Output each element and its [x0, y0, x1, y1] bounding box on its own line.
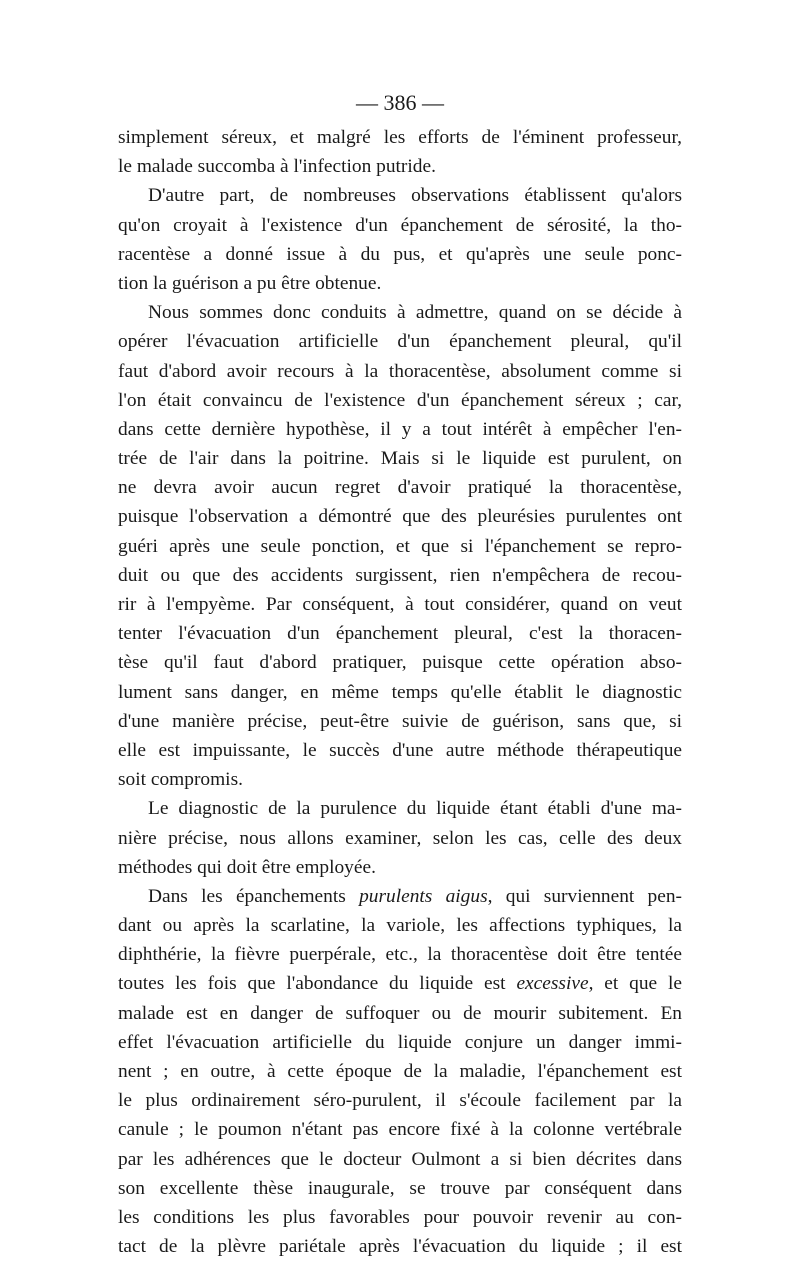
text-segment: méthodes qui doit être employée. [118, 856, 376, 878]
body-text [118, 123, 682, 1261]
text-segment: effet l'évacuation artificielle du liquide conjure un danger immi- [118, 1031, 682, 1053]
text-segment: opérer l'évacuation artificielle d'un épanchement pleural, qu'il [118, 331, 682, 353]
text-segment: toutes les fois que l'abondance du liquide est [118, 973, 517, 995]
text-line [118, 1232, 682, 1261]
text-line [118, 969, 682, 998]
text-line [118, 590, 682, 619]
text-segment: soit compromis. [118, 769, 243, 791]
text-segment: nière précise, nous allons examiner, selon les cas, celle des deux [118, 827, 682, 849]
text-segment: tact de la plèvre pariétale après l'évacuation du liquide ; il est [118, 1236, 682, 1258]
text-line [118, 181, 682, 210]
text-line [118, 240, 682, 269]
text-segment: diphthérie, la fièvre puerpérale, etc., la thoracentèse doit être tentée [118, 944, 682, 966]
text-line [118, 736, 682, 765]
text-line [118, 561, 682, 590]
text-segment: Dans les épanchements [148, 885, 360, 907]
text-segment: guéri après une seule ponction, et que si l'épanchement se repro- [118, 535, 682, 557]
text-line [118, 794, 682, 823]
text-line [118, 1086, 682, 1115]
text-line [118, 386, 682, 415]
text-line [118, 1057, 682, 1086]
text-segment: faut d'abord avoir recours à la thoracentèse, absolument comme si [118, 360, 682, 382]
text-line [118, 1028, 682, 1057]
text-line [118, 502, 682, 531]
text-segment: le malade succomba à l'infection putride. [118, 156, 436, 178]
text-segment: le plus ordinairement séro-purulent, il s'écoule facilement par la [118, 1090, 682, 1112]
text-line [118, 619, 682, 648]
page-number: — 386 — [356, 90, 444, 115]
text-line [118, 152, 682, 181]
text-line [118, 707, 682, 736]
text-segment: dans cette dernière hypothèse, il y a tout intérêt à empêcher l'en- [118, 418, 682, 440]
text-line [118, 415, 682, 444]
text-line [118, 940, 682, 969]
text-line [118, 1115, 682, 1144]
text-line [118, 853, 682, 882]
text-segment: malade est en danger de suffoquer ou de mourir subitement. En [118, 1002, 682, 1024]
text-segment: ne devra avoir aucun regret d'avoir pratiqué la thoracentèse, [118, 477, 682, 499]
text-segment: tenter l'évacuation d'un épanchement pleural, c'est la thoracen- [118, 623, 682, 645]
text-line [118, 269, 682, 298]
text-segment: Le diagnostic de la purulence du liquide étant établi d'une ma- [148, 798, 682, 820]
text-line [118, 648, 682, 677]
text-segment: rir à l'empyème. Par conséquent, à tout considérer, quand on veut [118, 594, 682, 615]
text-segment: par les adhérences que le docteur Oulmont a si bien décrites dans [118, 1148, 682, 1170]
text-line [118, 1145, 682, 1174]
text-line [118, 882, 682, 911]
text-line [118, 298, 682, 327]
text-segment: Nous sommes donc conduits à admettre, quand on se décide à [148, 302, 682, 324]
text-line [118, 1203, 682, 1232]
text-line [118, 678, 682, 707]
text-line [118, 1174, 682, 1203]
text-segment: D'autre part, de nombreuses observations établissent qu'alors [148, 185, 682, 207]
text-segment: les conditions les plus favorables pour pouvoir revenir au con- [118, 1206, 682, 1228]
text-line [118, 765, 682, 794]
text-segment: , qui surviennent pen- [487, 885, 683, 907]
text-segment: elle est impuissante, le succès d'une autre méthode thérapeutique [118, 739, 682, 761]
text-line [118, 532, 682, 561]
text-line [118, 327, 682, 356]
text-segment: trée de l'air dans la poitrine. Mais si le liquide est purulent, on [118, 448, 682, 470]
text-segment: puisque l'observation a démontré que des pleurésies purulentes ont [118, 506, 682, 528]
text-segment: dant ou après la scarlatine, la variole, les affections typhiques, la [118, 915, 682, 937]
text-segment: lument sans danger, en même temps qu'elle établit le diagnostic [118, 681, 682, 703]
text-line [118, 473, 682, 502]
text-segment: simplement séreux, et malgré les efforts de l'éminent professeur, [118, 127, 682, 148]
text-line [118, 444, 682, 473]
text-segment: , et que le [588, 973, 682, 995]
text-segment: nent ; en outre, à cette époque de la maladie, l'épanchement est [118, 1061, 682, 1082]
text-segment: tion la guérison a pu être obtenue. [118, 272, 382, 294]
text-segment: l'on était convaincu de l'existence d'un épanchement séreux ; car, [118, 389, 682, 411]
text-line [118, 824, 682, 853]
italic-text: purulents aigus [359, 885, 488, 907]
text-segment: son excellente thèse inaugurale, se trouve par conséquent dans [118, 1177, 682, 1199]
text-line [118, 123, 682, 152]
text-line [118, 357, 682, 386]
text-segment: duit ou que des accidents surgissent, rien n'empêchera de recou- [118, 564, 682, 586]
text-line [118, 999, 682, 1028]
text-segment: canule ; le poumon n'étant pas encore fixé à la colonne vertébrale [118, 1119, 682, 1141]
text-segment: qu'on croyait à l'existence d'un épanchement de sérosité, la tho- [118, 214, 682, 236]
text-line [118, 911, 682, 940]
text-line [118, 211, 682, 240]
italic-text: excessive [516, 973, 589, 995]
text-segment: racentèse a donné issue à du pus, et qu'après une seule ponc- [118, 243, 682, 265]
text-segment: d'une manière précise, peut-être suivie de guérison, sans que, si [118, 710, 682, 732]
text-segment: tèse qu'il faut d'abord pratiquer, puisque cette opération abso- [118, 652, 682, 674]
